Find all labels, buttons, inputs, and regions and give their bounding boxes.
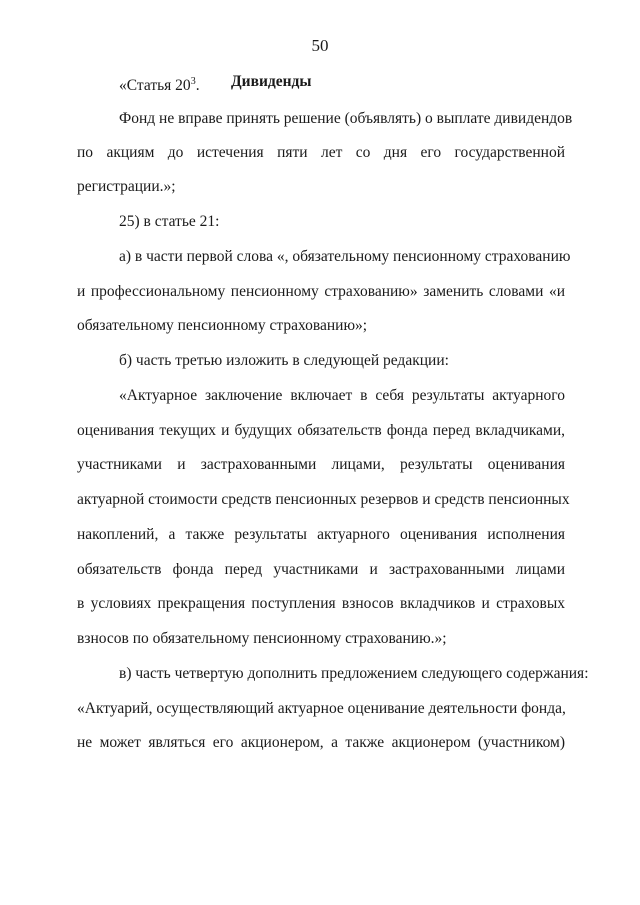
text-line: 25) в статье 21: xyxy=(119,213,220,230)
text-line: оценивания текущих и будущих обязательств фонда перед вкладчиками, xyxy=(77,422,565,439)
article-suffix: . xyxy=(195,77,200,94)
page-number: 50 xyxy=(311,36,329,55)
article-prefix: «Статья 20 xyxy=(119,77,191,94)
text-line: в условиях прекращения поступления взносов вкладчиков и страховых xyxy=(77,595,565,612)
article-title: Дивиденды xyxy=(231,73,312,90)
text-line: по акциям до истечения пяти лет со дня его государственной xyxy=(77,144,565,161)
article-superscript: 3 xyxy=(190,76,196,87)
text-line: обязательств фонда перед участниками и застрахованными лицами xyxy=(77,561,565,578)
text-line: «Актуарное заключение включает в себя результаты актуарного xyxy=(119,387,565,404)
text-line: и профессиональному пенсионному страхованию» заменить словами «и xyxy=(77,283,565,300)
text-line: «Актуарий, осуществляющий актуарное оценивание деятельности фонда, xyxy=(77,700,566,717)
text-line: взносов по обязательному пенсионному страхованию.»; xyxy=(77,630,447,647)
text-line: Фонд не вправе принять решение (объявлять) о выплате дивидендов xyxy=(119,110,573,127)
text-line: актуарной стоимости средств пенсионных резервов и средств пенсионных xyxy=(77,491,570,508)
article-heading xyxy=(119,72,312,96)
text-line: обязательному пенсионному страхованию»; xyxy=(77,317,368,334)
text-line: б) часть третью изложить в следующей редакции: xyxy=(119,352,449,369)
text-line: участниками и застрахованными лицами, результаты оценивания xyxy=(77,456,565,473)
text-line: в) часть четвертую дополнить предложением следующего содержания: xyxy=(119,665,589,682)
article-number xyxy=(119,72,200,96)
text-line: не может являться его акционером, а также акционером (участником) xyxy=(77,734,565,751)
text-line: регистрации.»; xyxy=(77,178,176,195)
text-line: накоплений, а также результаты актуарного оценивания исполнения xyxy=(77,526,565,543)
text-line: а) в части первой слова «, обязательному пенсионному страхованию xyxy=(119,248,571,265)
